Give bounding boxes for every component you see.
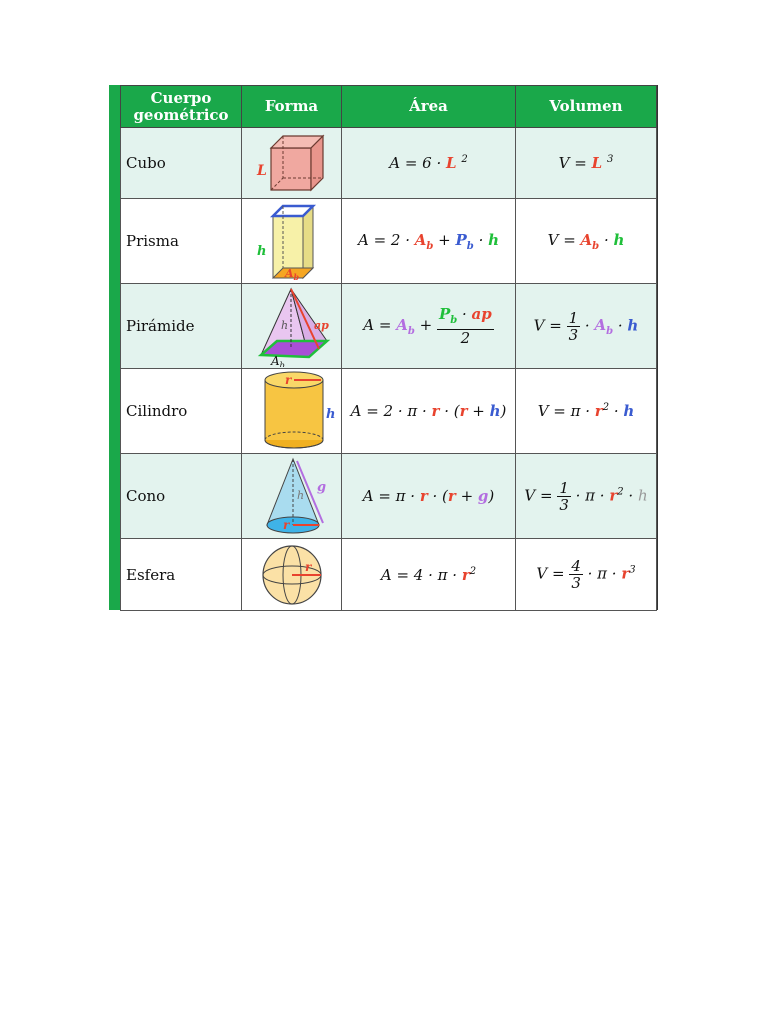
prisma-volumen: $V = A_b \cdot h$: [516, 199, 657, 284]
pyramid-icon: [242, 284, 342, 369]
esfera-area: $A = 4 \cdot \pi \cdot r^2$: [342, 539, 516, 611]
cone-g-label: g: [316, 480, 326, 495]
geometry-table: [120, 85, 657, 611]
pyramid-Ab-label: $A_b$: [270, 354, 285, 367]
piramide-area: $A = A_b$ + $\frac{P_b \cdot ap}{2}$: [342, 284, 516, 369]
cube-icon: [242, 128, 342, 199]
cubo-volumen: V = L $^3$: [516, 128, 657, 199]
sphere-icon: [242, 539, 342, 611]
cone-r-label: r: [282, 518, 289, 532]
header-cuerpo: Cuerpo geométrico: [121, 86, 242, 128]
cone-h-label: h: [296, 489, 304, 502]
prism-h-label: h: [256, 244, 266, 259]
table-row: [121, 199, 657, 284]
table-row: [121, 539, 657, 611]
cone-icon: [242, 454, 342, 539]
cilindro-area: A = 2 · π · r · (r + h): [342, 369, 516, 454]
table-row: [121, 369, 657, 454]
prisma-area: $A = 2 \cdot A_b + P_b \cdot h$: [342, 199, 516, 284]
row-name-cilindro: Cilindro: [121, 369, 242, 454]
cylinder-h-label: h: [325, 407, 335, 422]
cylinder-icon: [242, 369, 342, 454]
cono-volumen: V = $\frac{1}{3}$ · $\pi \cdot r^2 \cdot h$: [516, 454, 657, 539]
side-strip: [109, 85, 120, 610]
row-name-esfera: Esfera: [121, 539, 242, 611]
table-row: [121, 284, 657, 369]
row-name-piramide: Pirámide: [121, 284, 242, 369]
header-area: Área: [342, 86, 516, 128]
esfera-volumen: V = $\frac{4}{3}$ · $\pi \cdot r^3$: [516, 539, 657, 611]
cubo-area: A = 6 · L $^2$: [342, 128, 516, 199]
header-forma: Forma: [242, 86, 342, 128]
row-name-cubo: Cubo: [121, 128, 242, 199]
cilindro-volumen: $V = \pi \cdot r^2 \cdot h$: [516, 369, 657, 454]
row-name-prisma: Prisma: [121, 199, 242, 284]
sphere-r-label: r: [304, 559, 311, 574]
table-row: [121, 128, 657, 199]
piramide-volumen: V = $\frac{1}{3}$ · $A_b \cdot h$: [516, 284, 657, 369]
table-row: [121, 454, 657, 539]
cono-area: A = π · r · (r + g): [342, 454, 516, 539]
prism-icon: [242, 199, 342, 284]
header-row: [121, 86, 657, 128]
cylinder-r-label: r: [284, 373, 291, 387]
formula-table: [109, 85, 658, 610]
header-volumen: Volumen: [516, 86, 657, 128]
prism-Ab-label: $A_b$: [284, 267, 299, 282]
pyramid-ap-label: ap: [313, 319, 329, 332]
row-name-cono: Cono: [121, 454, 242, 539]
pyramid-h-label: h: [280, 319, 288, 332]
cube-L-label: L: [256, 163, 267, 179]
